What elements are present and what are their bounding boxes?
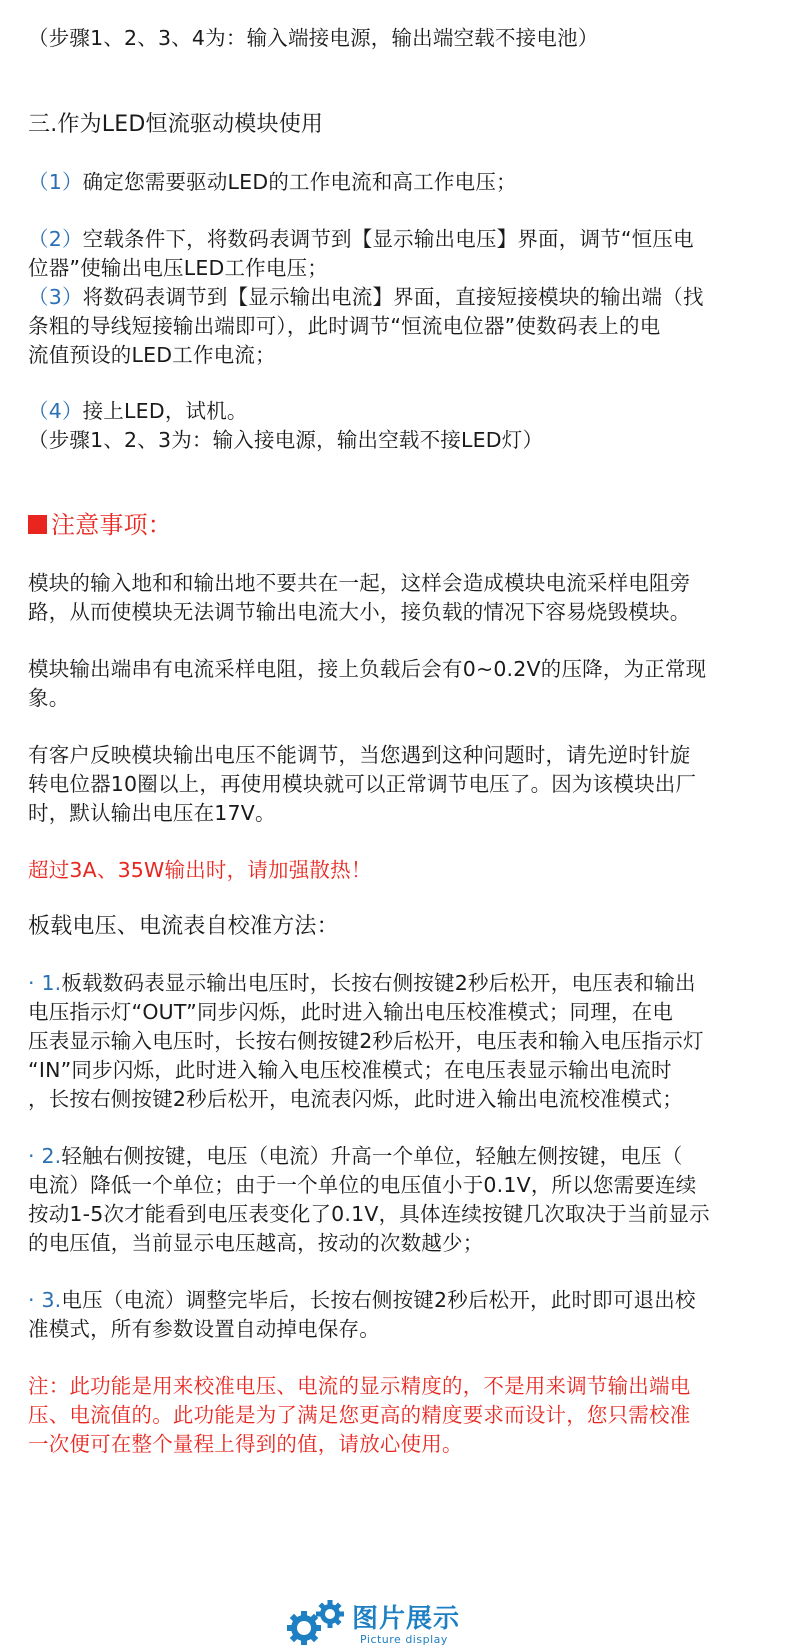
step-3-line-3: 流值预设的LED工作电流； xyxy=(28,343,276,367)
gears-icon xyxy=(282,1598,350,1646)
red-square-icon xyxy=(28,515,47,534)
notice-p3-line-2: 转电位器10圈以上，再使用模块就可以正常调节电压了。因为该模块出厂 xyxy=(28,772,697,796)
heat-warning: 超过3A、35W输出时，请加强散热！ xyxy=(28,858,372,882)
cal-item-3-line-1 xyxy=(28,1285,696,1315)
notice-title: 注意事项： xyxy=(51,511,172,539)
cal-item-2-line-4: 的电压值，当前显示电压越高，按动的次数越少； xyxy=(28,1231,484,1255)
step-1-number: （1） xyxy=(28,170,83,194)
cal-note-line-2: 压、电流值的。此功能是为了满足您更高的精度要求而设计，您只需校准 xyxy=(28,1403,691,1427)
logo-title: 图片展示 xyxy=(352,1604,461,1634)
cal-item-3-text: 电压（电流）调整完毕后，长按右侧按键2秒后松开，此时即可退出校 xyxy=(61,1288,696,1312)
step-3-line-1 xyxy=(28,282,704,312)
step-2-number: （2） xyxy=(28,227,83,251)
cal-item-1-text: 板载数码表显示输出电压时，长按右侧按键2秒后松开，电压表和输出 xyxy=(61,971,696,995)
bullet-icon: · xyxy=(28,1144,35,1168)
cal-item-2-line-3: 按动1-5次才能看到电压表变化了0.1V，具体连续按键几次取决于当前显示 xyxy=(28,1202,710,1226)
section3-step-note: （步骤1、2、3为：输入接电源，输出空载不接LED灯） xyxy=(28,428,544,452)
step-3-line-2: 条粗的导线短接输出端即可），此时调节“恒流电位器”使数码表上的电 xyxy=(28,314,661,338)
step-2-text: 空载条件下，将数码表调节到【显示输出电压】界面，调节“恒压电 xyxy=(82,227,694,251)
cal-item-3-number: 3. xyxy=(41,1288,62,1312)
bullet-icon: · xyxy=(28,1288,35,1312)
section-title-led-driver: 三.作为LED恒流驱动模块使用 xyxy=(28,112,324,137)
cal-item-3-line-2: 准模式，所有参数设置自动掉电保存。 xyxy=(28,1317,380,1341)
cal-item-1-line-2: 电压指示灯“OUT”同步闪烁，此时进入输出电压校准模式；同理，在电 xyxy=(28,1000,674,1024)
cal-item-2-line-1 xyxy=(28,1141,682,1171)
cal-item-1-line-3: 压表显示输入电压时，长按右侧按键2秒后松开，电压表和输入电压指示灯 xyxy=(28,1029,704,1053)
step-1-text: 确定您需要驱动LED的工作电流和高工作电压； xyxy=(82,170,517,194)
picture-display-logo xyxy=(282,1598,482,1646)
cal-note-line-1: 注：此功能是用来校准电压、电流的显示精度的，不是用来调节输出端电 xyxy=(28,1374,691,1398)
intro-step-note: （步骤1、2、3、4为：输入端接电源，输出端空载不接电池） xyxy=(28,26,599,50)
cal-item-1-line-1 xyxy=(28,968,696,998)
cal-item-1-line-5: ，长按右侧按键2秒后松开，电流表闪烁，此时进入输出电流校准模式； xyxy=(28,1087,683,1111)
notice-p1-line-2: 路，从而使模块无法调节输出电流大小，接负载的情况下容易烧毁模块。 xyxy=(28,600,691,624)
notice-p2-line-1: 模块输出端串有电流采样电阻，接上负载后会有0~0.2V的压降，为正常现 xyxy=(28,657,707,681)
notice-heading xyxy=(28,510,172,540)
step-4-text: 接上LED，试机。 xyxy=(82,399,248,423)
cal-item-1-line-4: “IN”同步闪烁，此时进入输入电压校准模式；在电压表显示输出电流时 xyxy=(28,1058,672,1082)
cal-note-line-3: 一次便可在整个量程上得到的值，请放心使用。 xyxy=(28,1432,463,1456)
cal-item-1-number: 1. xyxy=(41,971,62,995)
step-4 xyxy=(28,396,248,426)
step-4-number: （4） xyxy=(28,399,83,423)
step-3-text: 将数码表调节到【显示输出电流】界面，直接短接模块的输出端（找 xyxy=(82,285,704,309)
step-1 xyxy=(28,167,517,197)
notice-p3-line-3: 时，默认输出电压在17V。 xyxy=(28,801,276,825)
bullet-icon: · xyxy=(28,971,35,995)
cal-item-2-line-2: 电流）降低一个单位；由于一个单位的电压值小于0.1V，所以您需要连续 xyxy=(28,1173,697,1197)
cal-item-2-number: 2. xyxy=(41,1144,62,1168)
step-3-number: （3） xyxy=(28,285,83,309)
cal-item-2-text: 轻触右侧按键，电压（电流）升高一个单位，轻触左侧按键，电压（ xyxy=(61,1144,683,1168)
calibration-title: 板载电压、电流表自校准方法： xyxy=(28,914,339,939)
step-2-line-2: 位器”使输出电压LED工作电压； xyxy=(28,256,328,280)
step-2-line-1 xyxy=(28,224,694,254)
notice-p3-line-1: 有客户反映模块输出电压不能调节，当您遇到这种问题时，请先逆时针旋 xyxy=(28,743,691,767)
notice-p1-line-1: 模块的输入地和和输出地不要共在一起，这样会造成模块电流采样电阻旁 xyxy=(28,571,691,595)
notice-p2-line-2: 象。 xyxy=(28,686,70,710)
logo-subtitle: Picture display xyxy=(360,1633,448,1646)
